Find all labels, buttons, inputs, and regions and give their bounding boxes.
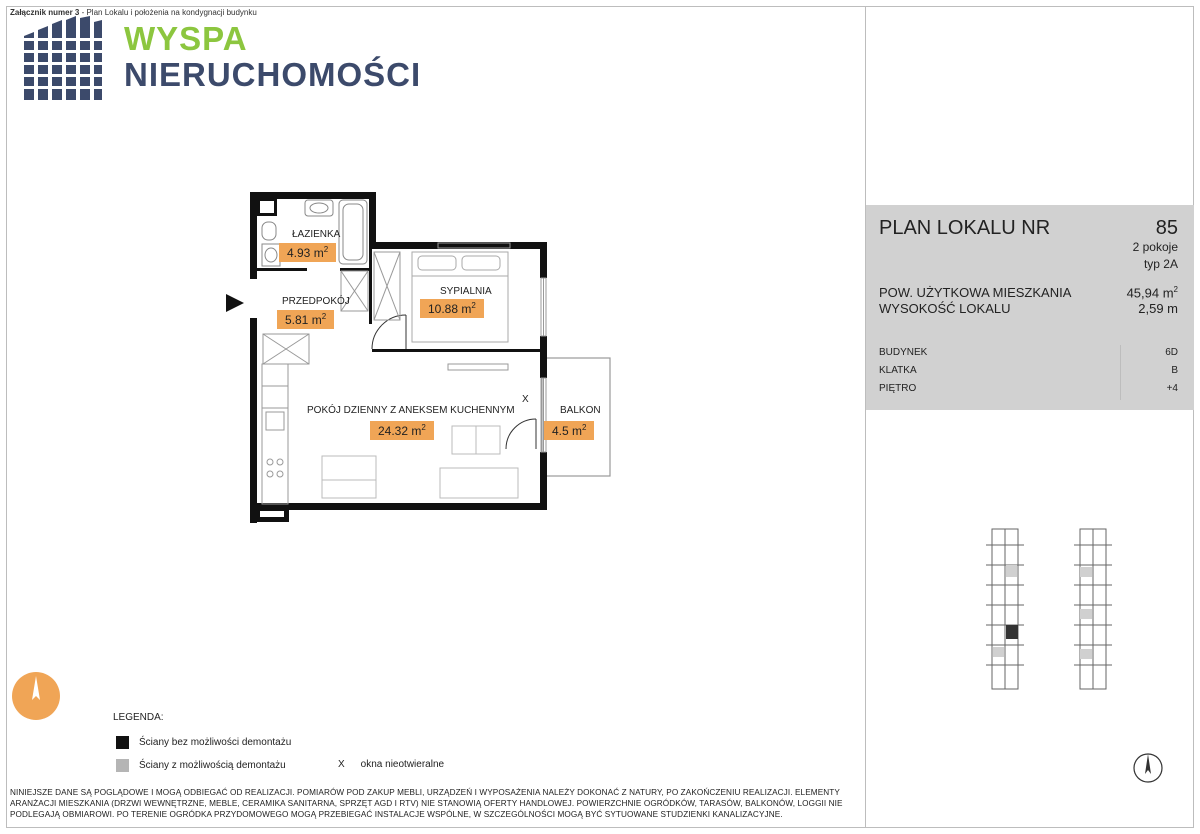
disclaimer-text: NINIEJSZE DANE SĄ POGLĄDOWE I MOGĄ ODBIEGAĆ OD REALIZACJI. POMIARÓW POD ZAKUP MEBLI, URZĄDZEŃ I WYPOSAŻENIA NALEŻY DOKONAĆ Z NATURY, PO ZAKOŃCZENIU REALIZACJI. ELEMENTY ARANŻACJI MIESZKANIA (DRZWI WEWNĘTRZNE, MEBLE, CERAMIKA SANITARNA, SPRZĘT AGD I RTV) NIE STANOWIĄ OFERTY HANDLOWEJ. POWIERZCHNIE OGRÓDKÓW, TARASÓW, BALKONÓW, LOGGII NIE PODLEGAJĄ OBMIAROWI. PO TERENIE OGRÓDKA PRZYDOMOWEGO MOGĄ PRZEBIEGAĆ INSTALACJE WSPÓLNE, W SZCZEGÓLNOŚCI MOGĄ BYĆ SYTUOWANE STUDZIENKI KANALIZACYJNE. — [10, 788, 843, 819]
info-panel — [866, 205, 1194, 410]
unit-type: typ 2A — [1143, 257, 1178, 271]
panel-divider — [865, 6, 866, 828]
swatch-removable-walls — [116, 759, 129, 772]
building-key-plan — [980, 525, 1130, 695]
bed — [412, 252, 508, 342]
height-value: 2,59 m — [1138, 301, 1178, 316]
room-count: 2 pokoje — [1132, 240, 1178, 254]
unit-number: 85 — [1155, 217, 1178, 239]
legend-x-mark: X — [338, 759, 345, 770]
area-tag-bathroom — [279, 243, 336, 262]
legend-fixed-walls-text: Ściany bez możliwości demontażu — [139, 737, 292, 748]
annex-desc: - Plan Lokalu i położenia na kondygnacji budynku — [79, 8, 257, 17]
window-fixed-mark: X — [522, 394, 529, 405]
legend-title: LEGENDA: — [113, 712, 164, 723]
area-value-bathroom: 4.93 m — [287, 246, 324, 260]
balcony-outline — [542, 358, 610, 476]
legend-removable-walls — [116, 759, 286, 772]
kitchen-counter — [262, 364, 288, 504]
area-unit-sup: 2 — [323, 245, 329, 254]
legend-fixed-walls — [116, 736, 291, 749]
room-label-living: POKÓJ DZIENNY Z ANEKSEM KUCHENNYM — [307, 405, 515, 416]
area-value-balcony: 4.5 m — [552, 424, 583, 438]
area-unit-sup: 2 — [421, 423, 426, 432]
swatch-fixed-walls — [116, 736, 129, 749]
fixed-walls — [250, 192, 547, 523]
room-label-bedroom: SYPIALNIA — [440, 286, 492, 297]
unit-location-marker — [1006, 625, 1018, 639]
room-label-balcony: BALKON — [560, 405, 601, 416]
logo-text-nieruchomosci: NIERUCHOMOŚCI — [124, 56, 422, 93]
windows — [438, 243, 546, 452]
room-label-hallway: PRZEDPOKÓJ — [282, 296, 350, 307]
usable-area-value — [1127, 285, 1178, 300]
room-label-bathroom: ŁAZIENKA — [292, 229, 341, 240]
compass-orange-icon — [10, 670, 62, 722]
north-arrow-icon — [1132, 752, 1164, 784]
legend-fixed-windows — [338, 759, 444, 770]
annex-label: Załącznik numer 3 — [10, 8, 80, 17]
floor-value: +4 — [1166, 383, 1178, 394]
logo-text-wyspa: WYSPA — [124, 20, 248, 57]
staircase-value: B — [1171, 365, 1178, 376]
area-value-hallway: 5.81 m — [285, 313, 322, 327]
legend-removable-walls-text: Ściany z możliwością demontażu — [139, 760, 286, 771]
floor-label: PIĘTRO — [879, 383, 917, 394]
area-value-bedroom: 10.88 m — [428, 302, 472, 316]
area-unit-sup: 2 — [321, 312, 327, 321]
area-value-living: 24.32 m — [378, 424, 422, 438]
usable-area-label: POW. UŻYTKOWA MIESZKANIA — [879, 285, 1072, 300]
area-unit-sup: 2 — [1173, 285, 1178, 294]
area-tag-balcony — [544, 421, 594, 440]
usable-area-number: 45,94 m — [1126, 285, 1174, 301]
area-tag-living — [370, 421, 434, 440]
info-separator — [1120, 345, 1121, 400]
legend-fixed-windows-text: okna nieotwieralne — [360, 759, 445, 770]
area-tag-bedroom — [420, 299, 484, 318]
area-tag-hallway — [277, 310, 334, 329]
area-unit-sup: 2 — [582, 423, 587, 432]
building-label: BUDYNEK — [879, 347, 928, 358]
area-unit-sup: 2 — [471, 301, 476, 310]
height-label: WYSOKOŚĆ LOKALU — [879, 301, 1011, 316]
building-value: 6D — [1165, 347, 1178, 358]
plan-title: PLAN LOKALU NR — [879, 217, 1051, 239]
entrance-arrow-icon — [226, 294, 244, 312]
staircase-label: KLATKA — [879, 365, 917, 376]
